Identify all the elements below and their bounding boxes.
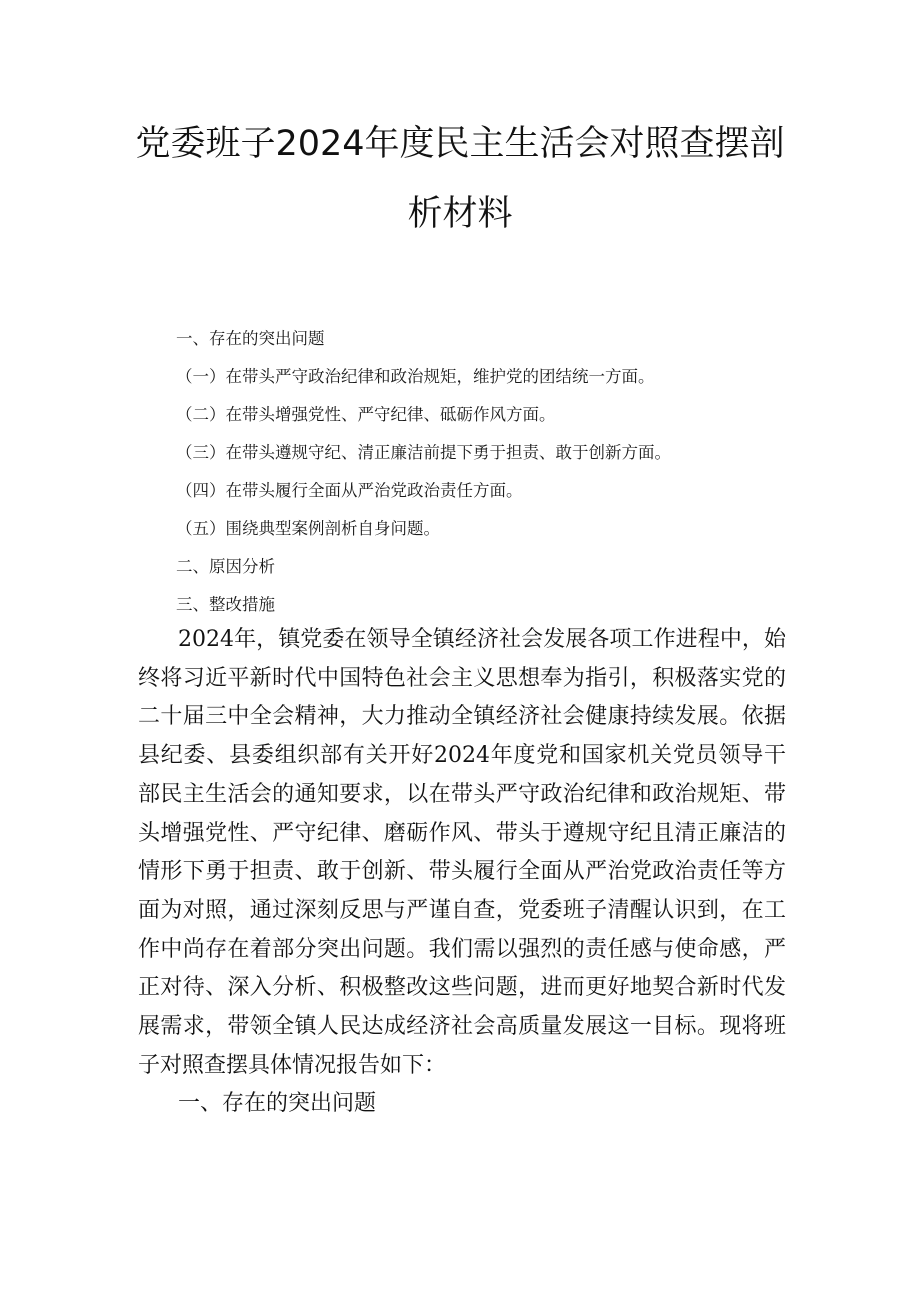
outline-heading-1: 一、存在的突出问题 (176, 329, 325, 348)
outline-item-5: （五）围绕典型案例剖析自身问题。 (176, 519, 440, 538)
outline-heading-2: 二、原因分析 (176, 557, 275, 576)
document-title-line-2: 析材料 (407, 194, 513, 234)
outline-item-3: （三）在带头遵规守纪、清正廉洁前提下勇于担责、敢于创新方面。 (176, 443, 671, 462)
outline-item-4: （四）在带头履行全面从严治党政治责任方面。 (176, 481, 523, 500)
section-heading: 一、存在的突出问题 (178, 1091, 377, 1116)
body-paragraph: 2024年，镇党委在领导全镇经济社会发展各项工作进程中，始终将习近平新时代中国特色社会主义思想奉为指引，积极落实党的二十届三中全会精神，大力推动全镇经济社会健康持续发展。依据县纪委、县委组织部有关开好2024年度党和国家机关党员领导干部民主生活会的通知要求，以在带头严守政治纪律和政治规矩、带头增强党性、严守纪律、磨砺作风、带头于遵规守纪且清正廉洁的情形下勇于担责、敢于创新、带头履行全面从严治党政治责任等方面为对照，通过深刻反思与严谨自查，党委班子清醒认识到，在工作中尚存在着部分突出问题。我们需以强烈的责任感与使命感，严正对待、深入分析、积极整改这些问题，进而更好地契合新时代发展需求，带领全镇人民达成经济社会高质量发展这一目标。现将班子对照查摆具体情况报告如下： (138, 627, 786, 1078)
outline-item-2: （二）在带头增强党性、严守纪律、砥砺作风方面。 (176, 405, 556, 424)
document-title-line-1: 党委班子2024年度民主生活会对照查摆剖 (135, 124, 785, 164)
outline-heading-3: 三、整改措施 (176, 595, 275, 614)
outline-item-1: （一）在带头严守政治纪律和政治规矩，维护党的团结统一方面。 (176, 367, 655, 386)
